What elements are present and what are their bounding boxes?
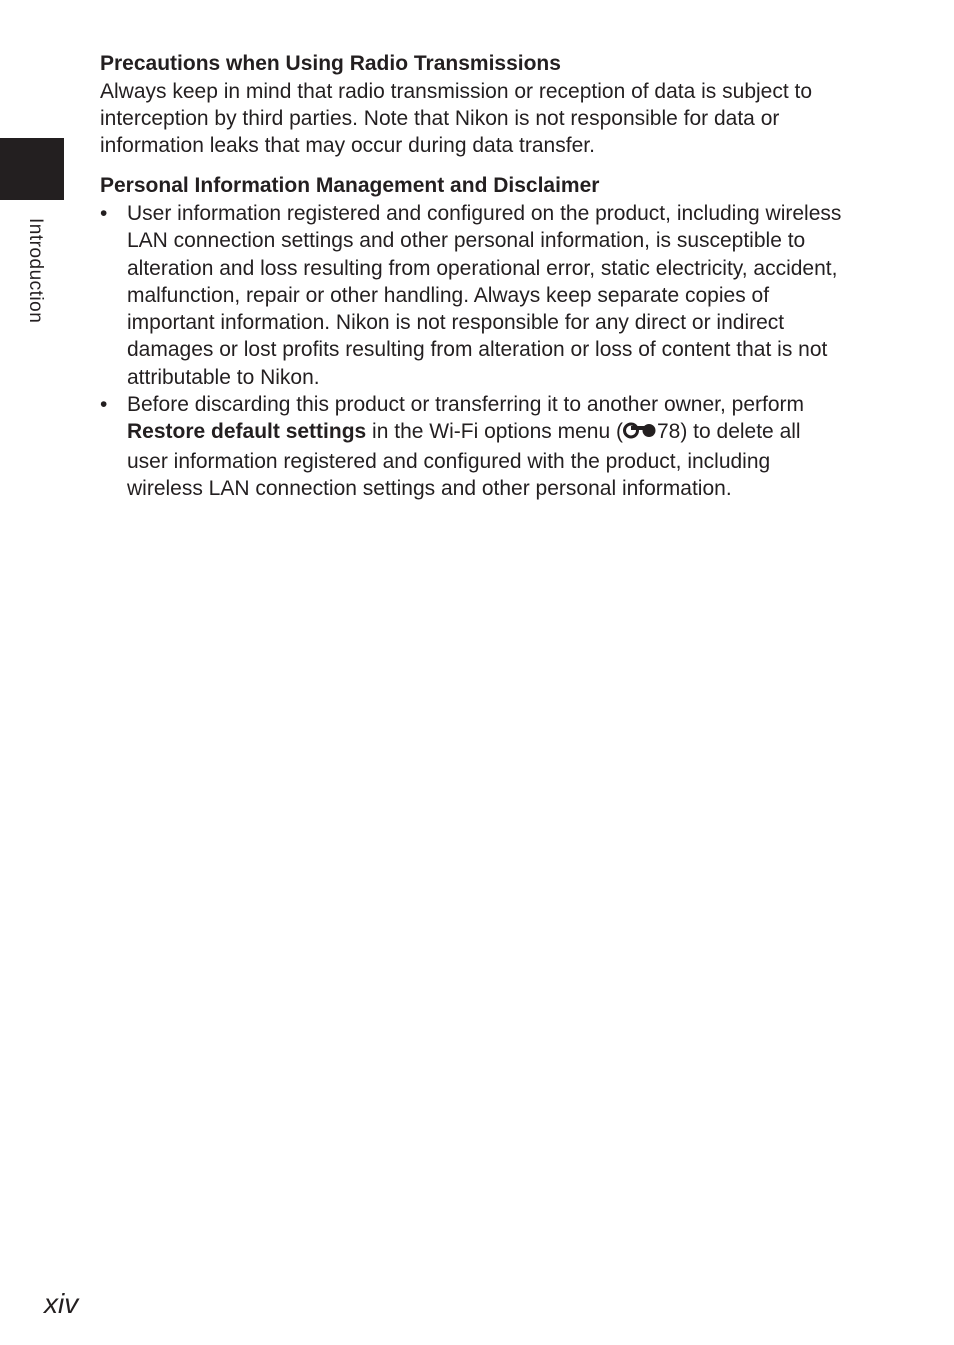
radio-precautions-body: Always keep in mind that radio transmission or reception of data is subject to interception by third parties. Note that Nikon is not responsible for data or information leaks that may occur during data transfer.: [100, 80, 813, 157]
radio-precautions-heading: Precautions when Using Radio Transmissions: [100, 52, 561, 75]
bullet-text: User information registered and configured on the product, including wireless LAN connection settings and other personal information, is susceptible to alteration and loss resulting from operational error, static electricity, accident, malfunction, repair or other handling. Always keep separate copies of important information. Nikon is not responsible for any direct or indirect damages or lost profits resulting from alteration or loss of content that is not attributable to Nikon.: [127, 202, 842, 389]
radio-precautions-section: [100, 50, 845, 159]
bullet-marker: •: [100, 393, 108, 417]
personal-info-list: [100, 200, 845, 502]
list-item: [100, 391, 845, 502]
list-item: [100, 200, 845, 391]
restore-default-settings-term: Restore default settings: [127, 420, 367, 444]
page-number: xiv: [44, 1288, 79, 1319]
bullet-text-after: ) to delete all user information registered and configured with the product, including wireless LAN connection settings and other personal information.: [127, 420, 801, 500]
personal-info-heading: Personal Information Management and Disclaimer: [100, 174, 600, 197]
page-content: [100, 50, 845, 502]
section-tab-marker: [0, 138, 64, 200]
bullet-marker: •: [100, 202, 108, 225]
reference-section-icon: [623, 420, 657, 447]
bullet-text-before: Before discarding this product or transferring it to another owner, perform: [127, 393, 805, 417]
section-tab-label: Introduction: [25, 218, 46, 324]
reference-page-number: 78: [656, 420, 681, 444]
bullet-text-middle: in the Wi-Fi options menu (: [366, 420, 623, 444]
personal-info-section: [100, 172, 845, 502]
